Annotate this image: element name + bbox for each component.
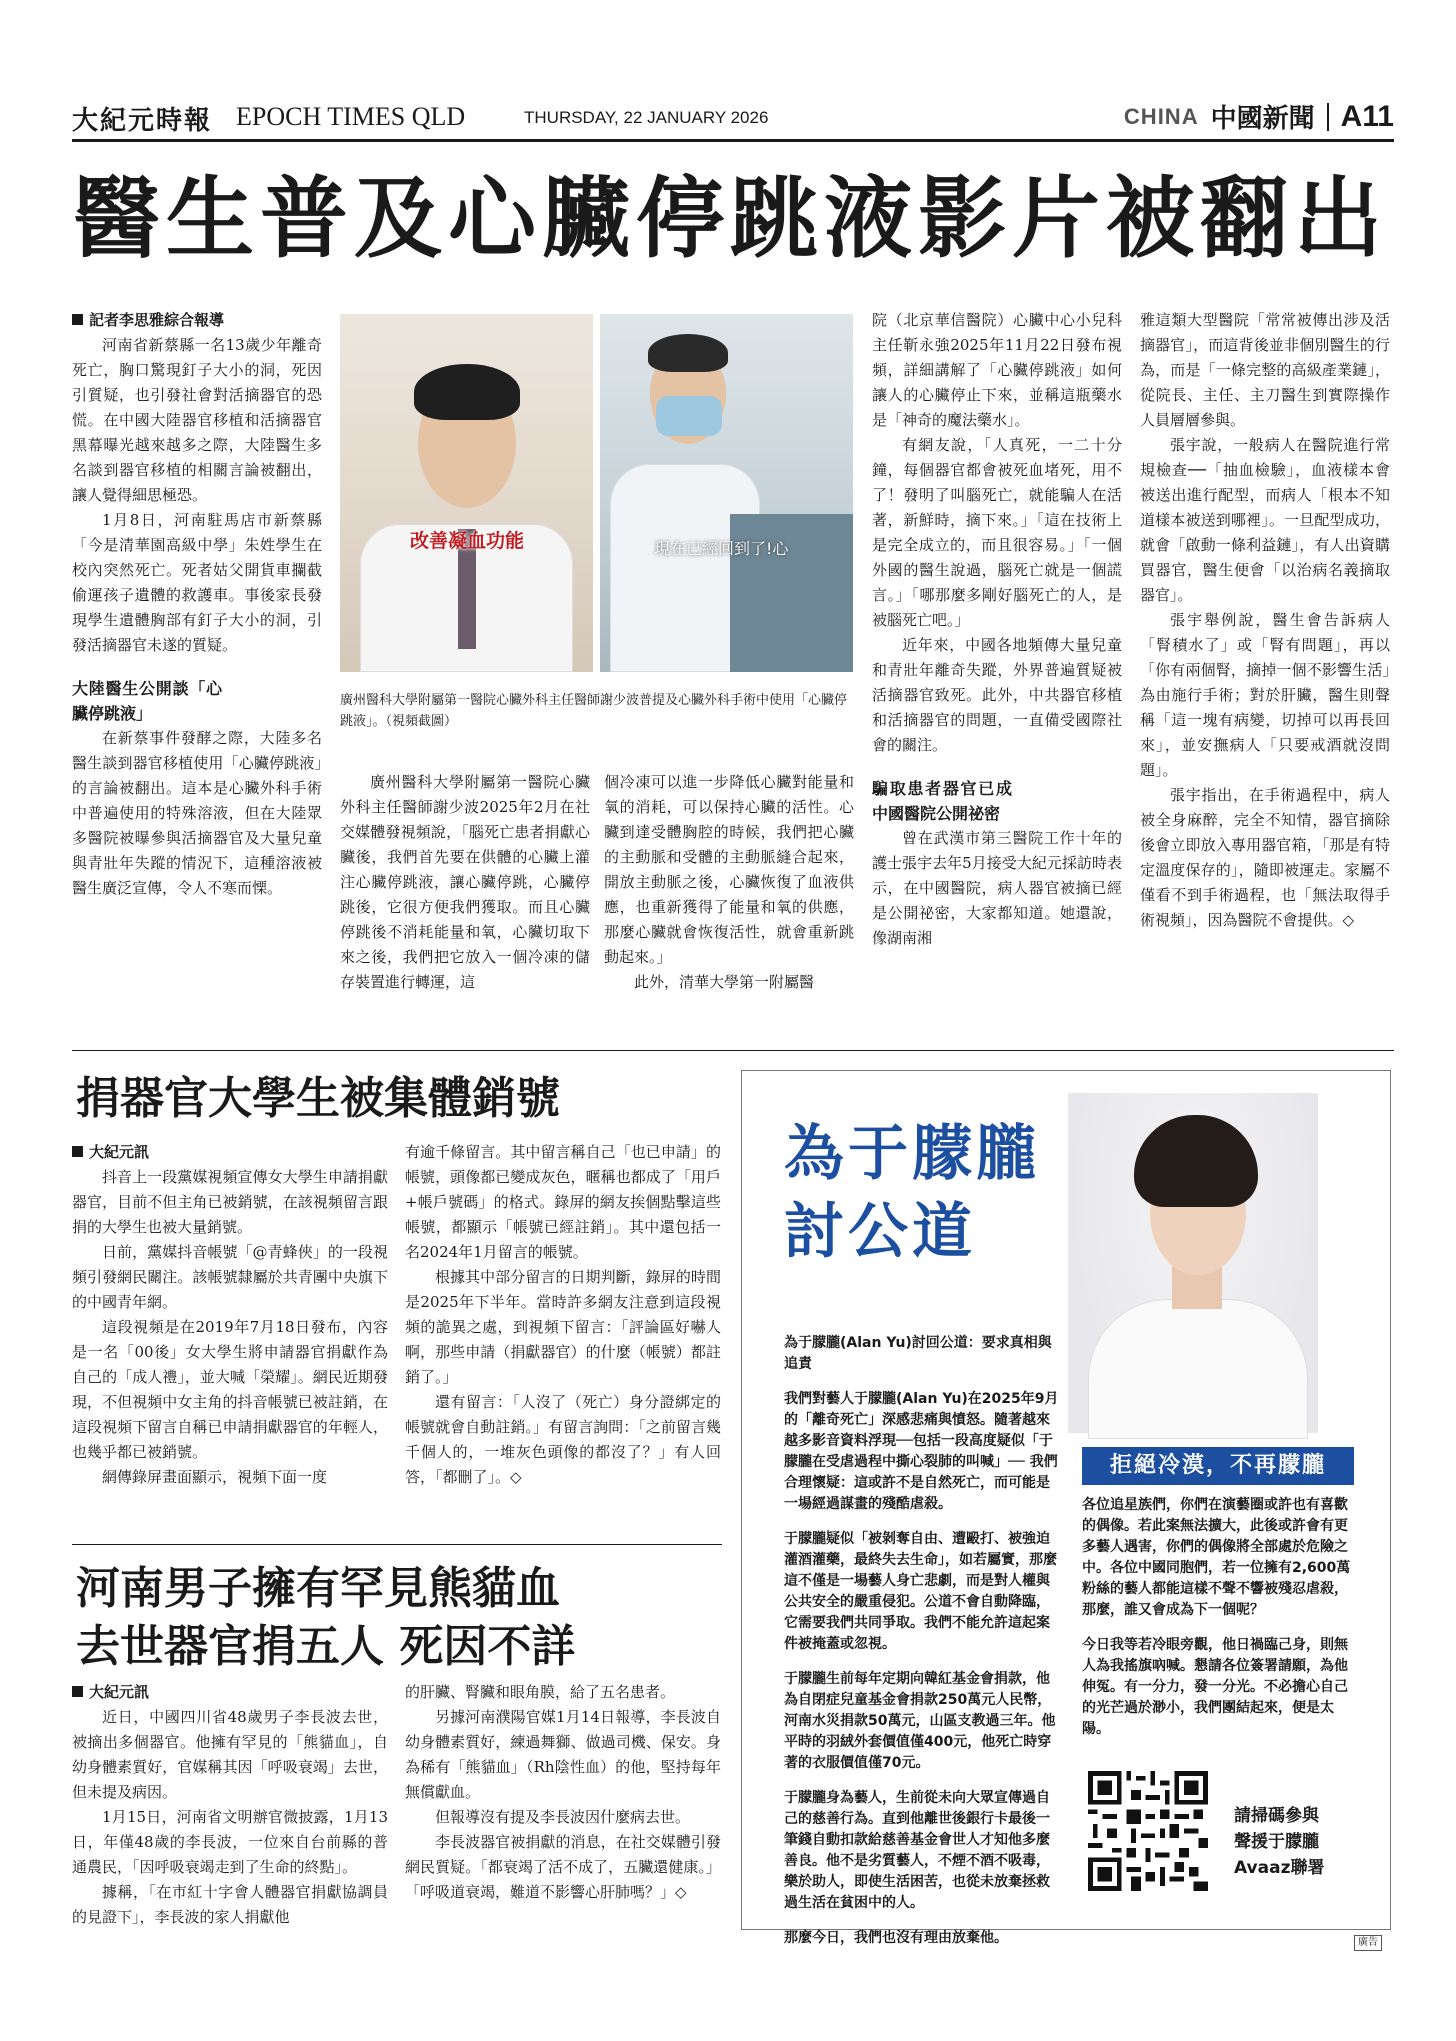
- story2-paragraph: 根據其中部分留言的日期判斷，錄屏的時間是2025年下半年。當時許多網友注意到這段視頻的詭異之處，到視頻下留言：「評論區好嚇人啊，那些申請（捐獻器官）的什麼（帳號）都註銷了。」: [405, 1268, 721, 1386]
- story1-paragraph: 此外，清華大學第一附屬醫: [634, 973, 815, 991]
- story-divider-rule: [72, 1544, 722, 1545]
- story1-paragraph: 院（北京華信醫院）心臟中心小兒科主任靳永強2025年11月22日發布視頻，詳細講解了「心臟停跳液」如何讓人的心臟停止下來，並稱這瓶藥水是「神奇的魔法藥水」。: [872, 311, 1122, 429]
- story2-paragraph: 日前，黨媒抖音帳號「@青蜂俠」的一段視頻引發網民關注。該帳號隸屬於共青團中央旗下的中國青年網。: [72, 1243, 388, 1311]
- qr-code-icon[interactable]: [1088, 1771, 1208, 1891]
- page-number: A11: [1340, 99, 1394, 133]
- story3-headline-line1: 河南男子擁有罕見熊貓血: [76, 1563, 560, 1614]
- story1-column-2: [340, 770, 590, 995]
- qr-call-to-action: 請掃碼參與 聲援于朦朧 Avaaz聯署: [1234, 1806, 1325, 1878]
- story2-paragraph: 還有留言：「人沒了（死亡）身分證綁定的帳號就會自動註銷。」有留言詢問：「之前留言幾千個人的，一堆灰色頭像的都沒了？」有人回答，「都刪了」。◇: [405, 1393, 721, 1486]
- story1-paragraph: 廣州醫科大學附屬第一醫院心臟外科主任醫師謝少波2025年2月在社交媒體發視頻說，「腦死亡患者捐獻心臟後，我們首先要在供體的心臟上灌注心臟停跳液，讓心臟停跳，心臟停跳後，它很方便我們獲取。而且心臟停跳後不消耗能量和氧，心臟切取下來之後，我們把它放入一個冷凍的儲存裝置進行轉運，這: [340, 773, 590, 991]
- ad-paragraph: 那麼今日，我們也沒有理由放棄他。: [784, 1930, 1008, 1946]
- story3-byline: 大紀元訊: [72, 1680, 388, 1705]
- story1-byline: 記者李思雅綜合報導: [72, 308, 322, 333]
- story1-subhead-1: 大陸醫生公開談「心臟停跳液」: [72, 679, 222, 723]
- story1-column-1: [72, 308, 322, 901]
- story1-paragraph: 有網友說，「人真死，一二十分鐘，每個器官都會被死血堵死，用不了！發明了叫腦死亡，就能騙人在活著，新鮮時，摘下來。」「這在技術上是完全成立的，而且很容易。」「一個外國的醫生說過，腦死亡就是一個謊言。」「哪那麼多剛好腦死亡的人，是被腦死亡吧。」: [872, 436, 1122, 629]
- advertisement-box: [741, 1070, 1391, 1948]
- ad-intro-heading: 為于朦朧(Alan Yu)討回公道：要求真相與追責: [784, 1335, 1052, 1372]
- story1-column-4: [872, 308, 1122, 951]
- ad-left-column: [784, 1333, 1060, 1963]
- byline-square-icon: [72, 1686, 83, 1697]
- ad-paragraph: 于朦朧身為藝人，生前從未向大眾宣傳過自己的慈善行為。直到他離世後銀行卡最後一筆錢自動扣款給慈善基金會世人才知他多麼善良。他不是劣質藝人，不煙不酒不吸毒，樂於助人，即使生活困苦，也從未放棄拯救過生活在貧困中的人。: [784, 1790, 1050, 1911]
- story3-headline-line2: 去世器官捐五人 死因不詳: [76, 1621, 576, 1672]
- story1-column-3: [604, 770, 854, 995]
- story1-paragraph: 在新蔡事件發酵之際，大陸多名醫生談到器官移植使用「心臟停跳液」的言論被翻出。這本是心臟外科手術中普遍使用的特殊溶液，但在大陸眾多醫院被曝參與活摘器官及大量兒童與青壯年失蹤的情況下，這種溶液被醫生廣泛宣傳，令人不寒而慄。: [72, 729, 322, 897]
- ad-right-column: [1082, 1495, 1354, 1754]
- story2-paragraph: 抖音上一段黨媒視頻宣傳女大學生申請捐獻器官，目前不但主角已被銷號，在該視頻留言跟捐的大學生也被大量銷號。: [72, 1168, 388, 1236]
- photo1-overlay-text: 改善凝血功能: [410, 530, 525, 552]
- story1-paragraph: 河南省新蔡縣一名13歲少年離奇死亡，胸口驚現釘子大小的洞，死因引質疑，也引發社會對活摘器官的恐慌。在中國大陸器官移植和活摘器官黑幕曝光越來越多之際，大陸醫生多名談到器官移植的相關言論被翻出，讓人覺得細思極恐。: [72, 336, 322, 504]
- ad-banner: 拒絕冷漠，不再朦朧: [1082, 1447, 1354, 1485]
- ad-label: 廣告: [1354, 1935, 1382, 1951]
- story1-subhead-2: 騙取患者器官已成中國醫院公開祕密: [872, 779, 1012, 823]
- photo-caption: 廣州醫科大學附屬第一醫院心臟外科主任醫師謝少波普提及心臟外科手術中使用「心臟停跳液」。（視頻截圖）: [340, 693, 848, 729]
- ad-paragraph: 今日我等若冷眼旁觀，他日禍臨己身，則無人為我搖旗吶喊。懇請各位簽署請願，為他伸冤。有一分力，發一分光。不必擔心自己的光芒過於渺小，我們團結起來，便是太陽。: [1082, 1637, 1348, 1737]
- story3-column-2: [405, 1680, 721, 1905]
- story3-paragraph: 李長波器官被捐獻的消息，在社交媒體引發網民質疑。「都衰竭了活不成了，五臟還健康。」「呼吸道衰竭，難道不影響心肝肺嗎？」◇: [405, 1833, 721, 1901]
- story1-paragraph: 個冷凍可以進一步降低心臟對能量和氧的消耗，可以保持心臟的活性。心臟到達受體胸腔的時候，我們把心臟的主動脈和受體的主動脈縫合起來，開放主動脈之後，心臟恢復了血液供應，也重新獲得了能量和氧的供應，那麼心臟就會恢復活性，就會重新跳動起來。」: [604, 773, 854, 966]
- story1-column-5: [1140, 308, 1390, 933]
- story3-paragraph: 據稱，「在市紅十字會人體器官捐獻協調員的見證下」，李長波的家人捐獻他: [72, 1883, 388, 1926]
- ad-paragraph: 各位追星族們，你們在演藝圈或許也有喜歡的偶像。若此案無法擴大，此後或許會有更多藝人遇害，你們的偶像將全部處於危險之中。各位中國同胞們，若一位擁有2,600萬粉絲的藝人都能這樣不聲不響被殘忍虐殺，那麼，誰又會成為下一個呢？: [1082, 1497, 1351, 1618]
- paper-name-en: EPOCH TIMES QLD: [236, 102, 466, 131]
- story2-column-2: [405, 1140, 721, 1490]
- story3-paragraph: 另據河南濮陽官媒1月14日報導，李長波自幼身體素質好，練過舞獅、做過司機、保安。身為稀有「熊貓血」（Rh陰性血）的他，堅持每年無償獻血。: [405, 1708, 721, 1801]
- story1-paragraph: 張宇指出，在手術過程中，病人被全身麻醉，完全不知情，器官摘除後會立即放入專用器官箱，「那是有特定溫度保存的」，隨即被運走。家屬不僅看不到手術過程，也「無法取得手術視頻」，因為醫院不會提供。◇: [1140, 786, 1390, 929]
- story1-headline: 醫生普及心臟停跳液影片被翻出: [72, 166, 1389, 270]
- photo-doctor-surgery: [600, 314, 853, 672]
- ad-portrait: [1068, 1093, 1318, 1433]
- story1-paragraph: 張宇說，一般病人在醫院進行常規檢查──「抽血檢驗」，血液樣本會被送出進行配型，而病人「根本不知道樣本被送到哪裡」。一旦配型成功，就會「啟動一條利益鏈」，有人出資購買器官，醫生便會「以治病名義摘取器官」。: [1140, 436, 1390, 604]
- section-label: [1124, 98, 1394, 135]
- byline-square-icon: [72, 314, 83, 325]
- story3-paragraph: 的肝臟、腎臟和眼角膜，給了五名患者。: [405, 1683, 676, 1701]
- story1-paragraph: 張宇舉例說，醫生會告訴病人「腎積水了」或「腎有問題」，再以「你有兩個腎，摘掉一個不影響生活」為由施行手術；對於肝臟，醫生則聲稱「這一塊有病變，切掉可以再長回來」，並安撫病人「只要戒酒就沒問題」。: [1140, 611, 1390, 779]
- paper-name-cn: 大紀元時報: [72, 106, 213, 136]
- section-en: CHINA: [1123, 103, 1199, 129]
- story2-paragraph: 有逾千條留言。其中留言稱自己「也已申請」的帳號，頭像都已變成灰色，暱稱也都成了「用戶+帳戶號碼」的格式。錄屏的網友挨個點擊這些帳號，都顯示「帳號已經註銷」。其中還包括一名2024年1月留言的帳號。: [405, 1143, 721, 1261]
- byline-square-icon: [72, 1146, 83, 1157]
- issue-date: THURSDAY, 22 JANUARY 2026: [524, 108, 769, 127]
- story2-paragraph: 網傳錄屏畫面顯示，視頻下面一度: [102, 1468, 328, 1486]
- story2-column-1: [72, 1140, 388, 1490]
- section-cn: 中國新聞: [1210, 104, 1315, 134]
- section-divider-rule: [72, 1050, 1394, 1051]
- story1-paragraph: 曾在武漢市第三醫院工作十年的護士張宇去年5月接受大紀元採訪時表示，在中國醫院，病人器官被摘已經是公開祕密，大家都知道。她還說，像湖南湘: [872, 829, 1122, 947]
- photo-doctor-interview: [340, 314, 593, 672]
- story2-paragraph: 這段視頻是在2019年7月18日發布，內容是一名「00後」女大學生將申請器官捐獻作為自己的「成人禮」，並大喊「榮耀」。網民近期發現，不但視頻中女主角的抖音帳號已被註銷，在這段視頻下留言自稱已申請捐獻器官的年輕人，也幾乎都已被銷號。: [72, 1318, 388, 1461]
- story3-paragraph: 近日，中國四川省48歲男子李長波去世，被摘出多個器官。他擁有罕見的「熊貓血」，自幼身體素質好，官媒稱其因「呼吸衰竭」去世，但未提及病因。: [72, 1708, 388, 1801]
- story3-paragraph: 1月15日，河南省文明辦官微披露，1月13日，年僅48歲的李長波，一位來自台前縣的普通農民，「因呼吸衰竭走到了生命的終點」。: [72, 1808, 388, 1876]
- photo2-overlay-text: 現在已經回到了!心: [654, 539, 789, 558]
- story1-paragraph: 雅這類大型醫院「常常被傳出涉及活摘器官」，而這背後並非個別醫生的行為，而是「一條完整的高級產業鏈」，從院長、主任、主刀醫生到實際操作人員層層參與。: [1140, 311, 1390, 429]
- ad-paragraph: 我們對藝人于朦朧(Alan Yu)在2025年9月的「離奇死亡」深感悲痛與憤怒。隨著越來越多影音資料浮現──包括一段高度疑似「于朦朧在受虐過程中撕心裂肺的叫喊」── 我們合理懷疑：這或許不是自然死亡，而可能是一場經過謀畫的殘酷虐殺。: [784, 1391, 1059, 1512]
- story2-headline: 捐器官大學生被集體銷號: [76, 1073, 560, 1124]
- ad-title: 為于朦朧 討公道: [784, 1119, 1040, 1267]
- masthead: [72, 96, 1394, 142]
- story1-paragraph: 近年來，中國各地頻傳大量兒童和青壯年離奇失蹤，外界普遍質疑被活摘器官致死。此外，中共器官移植和活摘器官的問題，一直備受國際社會的關注。: [872, 636, 1122, 754]
- ad-paragraph: 于朦朧疑似「被剝奪自由、遭毆打、被強迫灌酒灌藥，最終失去生命」，如若屬實，那麼這不僅是一場藝人身亡悲劇，而是對人權與公共安全的嚴重侵犯。公道不會自動降臨，它需要我們共同爭取。我們不能允許這起案件被掩蓋或忽視。: [784, 1531, 1057, 1652]
- story1-paragraph: 1月8日，河南駐馬店市新蔡縣「今是清華園高級中學」朱姓學生在校內突然死亡。死者姑父開貨車攔截偷運孩子遺體的救護車。事後家長發現學生遺體胸部有釘子大小的洞，引發活摘器官未遂的質疑。: [72, 511, 322, 654]
- section-divider: [1327, 103, 1329, 131]
- ad-paragraph: 于朦朧生前每年定期向韓紅基金會捐款，他為自閉症兒童基金會捐款250萬元人民幣，河南水災捐款50萬元，山區支教過三年。他平時的羽絨外套價值僅400元，他死亡時穿著的衣服價值僅70元。: [784, 1671, 1056, 1771]
- story3-column-1: [72, 1680, 388, 1930]
- story2-byline: 大紀元訊: [72, 1140, 388, 1165]
- story3-paragraph: 但報導沒有提及李長波因什麼病去世。: [435, 1808, 691, 1826]
